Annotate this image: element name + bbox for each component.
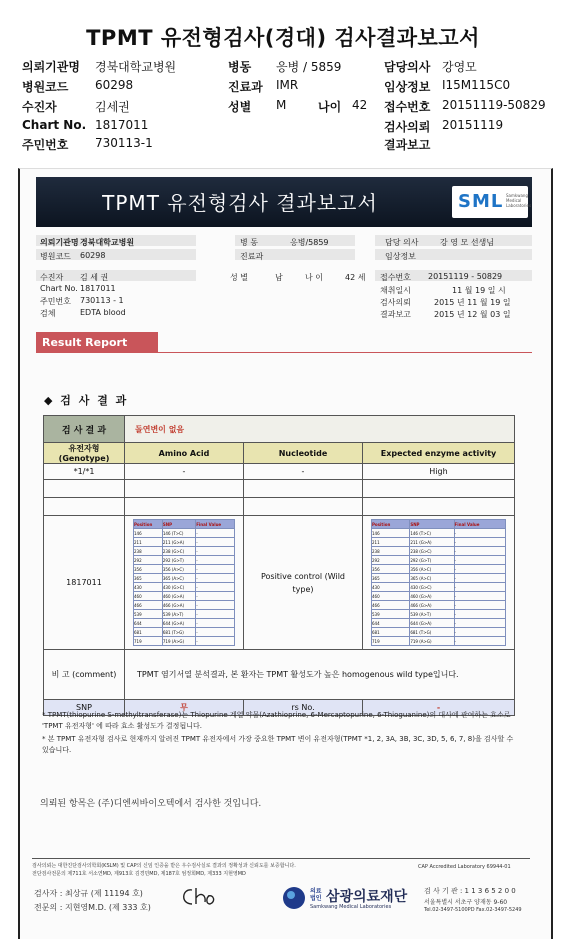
snp-row xyxy=(134,637,235,646)
snp-position: 719 xyxy=(372,637,410,646)
outsourced-note: 의뢰된 항목은 (주)디엔씨바이오텍에서 검사한 것입니다. xyxy=(40,799,262,809)
snp-row xyxy=(134,583,235,592)
snp-change: 644 (G>A) xyxy=(410,619,454,628)
col-enzyme: Expected enzyme activity xyxy=(363,443,515,464)
empty-cell xyxy=(44,480,125,498)
label-patient: 수진자 xyxy=(22,100,57,114)
label-chart-no: Chart No. xyxy=(22,118,87,132)
snp-change: 681 (T>G) xyxy=(162,628,195,637)
snp-final-value: - xyxy=(454,547,505,556)
snp-row xyxy=(134,538,235,547)
snp-position: 292 xyxy=(372,556,410,565)
info-chart-value: 1817011 xyxy=(80,284,116,293)
snp-change: 719 (A>G) xyxy=(162,637,195,646)
sample-snp-cell xyxy=(125,516,244,650)
amino-value: - xyxy=(125,464,244,480)
snp-row xyxy=(134,556,235,565)
snp-final-value: - xyxy=(196,574,235,583)
info-inst-label: 의뢰기관명 xyxy=(40,238,79,247)
snp-position: 460 xyxy=(134,592,163,601)
snp-position: 466 xyxy=(372,601,410,610)
info-name-label: 수진자 xyxy=(40,273,64,282)
info-rep-value: 2015 년 12 월 03 일 xyxy=(434,310,511,319)
snp-final-value: - xyxy=(196,628,235,637)
control-snp-table xyxy=(371,519,506,646)
snp-final-value: - xyxy=(196,538,235,547)
snp-position: 681 xyxy=(372,628,410,637)
snp-change: 146 (T>C) xyxy=(410,529,454,538)
snp-position: 430 xyxy=(134,583,163,592)
snp-position: Position xyxy=(134,520,163,529)
info-ward-value: 응병/5859 xyxy=(290,238,329,247)
snp-final-value: - xyxy=(196,610,235,619)
remark-text: TPMT 염기서열 분석결과, 본 환자는 TPMT 활성도가 높은 homogenous wild type입니다. xyxy=(125,650,515,700)
rs-value: - xyxy=(363,700,515,716)
snp-position: 430 xyxy=(372,583,410,592)
label-receipt-no: 접수번호 xyxy=(384,100,431,114)
value-request-date: 20151119 xyxy=(442,118,504,132)
info-dept-label: 진료과 xyxy=(240,252,264,261)
info-doc-value: 강 영 모 선생님 xyxy=(440,238,494,247)
snp-row xyxy=(372,556,506,565)
snp-final-value: - xyxy=(454,556,505,565)
empty-cell xyxy=(244,498,363,516)
snp-position: 466 xyxy=(134,601,163,610)
snp-label: SNP xyxy=(44,700,125,716)
snp-row xyxy=(134,574,235,583)
snp-row xyxy=(134,592,235,601)
result-table xyxy=(43,415,515,716)
snp-row xyxy=(372,547,506,556)
snp-final-value: - xyxy=(196,601,235,610)
result-label-cell: 검 사 결 과 xyxy=(44,416,125,443)
snp-final-value: - xyxy=(196,583,235,592)
footer-rule xyxy=(32,858,530,859)
value-age: 42 xyxy=(352,98,368,112)
note-2: * 본 TPMT 유전자형 검사로 현재까지 알려진 TPMT 유전자에서 가장 중요한 TPMT 변이 유전자형(TPMT *1, 2, 3A, 3B, 3C, 3D, 5, 6, 7, 8)을 검사할 수 있습니다. xyxy=(42,735,514,754)
label-department: 진료과 xyxy=(228,80,263,94)
snp-final-value: - xyxy=(454,619,505,628)
snp-position: 460 xyxy=(372,592,410,601)
section-title: ◆ 검 사 결 과 xyxy=(44,394,129,407)
value-doctor: 강영모 xyxy=(442,60,477,74)
label-age: 나이 xyxy=(318,100,342,114)
snp-row xyxy=(134,547,235,556)
snp-final-value: - xyxy=(454,601,505,610)
remark-label: 비 고 (comment) xyxy=(44,650,125,700)
snp-position: 356 xyxy=(134,565,163,574)
value-hospital-code: 60298 xyxy=(95,78,134,92)
info-ward-label: 병 동 xyxy=(240,238,258,247)
snp-position: 719 xyxy=(134,637,163,646)
empty-cell xyxy=(244,480,363,498)
label-clinical-info: 임상정보 xyxy=(384,80,431,94)
snp-change: 211 (G>A) xyxy=(162,538,195,547)
sml-logo-text: SML xyxy=(458,191,504,212)
tel: Tel.02-3497-5100PD Fax.02-3497-5249 xyxy=(424,907,522,913)
info-age-label: 나 이 xyxy=(305,273,323,282)
empty-cell xyxy=(125,498,244,516)
info-doc-label: 담당 의사 xyxy=(385,238,419,247)
snp-change: 466 (G>A) xyxy=(410,601,454,610)
value-ward: 응병 / 5859 xyxy=(276,60,342,74)
report-banner-title: TPMT 유전형검사 결과보고서 xyxy=(102,191,378,215)
info-chart-label: Chart No. xyxy=(40,284,78,293)
snp-final-value: - xyxy=(196,547,235,556)
result-value-cell: 돌연변이 없음 xyxy=(125,416,515,443)
snp-final-value: - xyxy=(196,637,235,646)
snp-change: 681 (T>G) xyxy=(410,628,454,637)
snp-change: 365 (A>C) xyxy=(410,574,454,583)
sml-logo-subtext: Samkwang Medical Laboratories xyxy=(506,193,532,208)
snp-row xyxy=(372,565,506,574)
snp-position: 292 xyxy=(134,556,163,565)
positive-control-label: Positive control (Wild type) xyxy=(244,516,363,650)
snp-change: 466 (G>A) xyxy=(162,601,195,610)
snp-position: 146 xyxy=(134,529,163,538)
snp-position: 365 xyxy=(372,574,410,583)
label-rrn: 주민번호 xyxy=(22,138,69,152)
snp-final-value: - xyxy=(454,574,505,583)
snp-position: 146 xyxy=(372,529,410,538)
info-coll-label: 채취일시 xyxy=(380,286,411,295)
info-rrn-label: 주민번호 xyxy=(40,297,71,306)
snp-change: 356 (A>C) xyxy=(162,565,195,574)
info-rep-label: 결과보고 xyxy=(380,310,411,319)
snp-position: 644 xyxy=(134,619,163,628)
nucleotide-value: - xyxy=(244,464,363,480)
snp-final-value: Final Value xyxy=(196,520,235,529)
snp-change: 460 (G>A) xyxy=(410,592,454,601)
control-snp-cell xyxy=(363,516,515,650)
info-age-value: 42 세 xyxy=(345,273,366,282)
snp-change: 211 (G>A) xyxy=(410,538,454,547)
snp-position: 539 xyxy=(134,610,163,619)
org-prefix: 의료법인 xyxy=(310,888,322,902)
info-coll-value: 11 월 19 일 시 xyxy=(452,286,506,295)
empty-cell xyxy=(363,498,515,516)
snp-row xyxy=(134,601,235,610)
snp-change: 146 (T>C) xyxy=(162,529,195,538)
snp-change: 292 (G>T) xyxy=(410,556,454,565)
info-rrn-value: 730113 - 1 xyxy=(80,296,124,305)
info-req-label: 검사의뢰 xyxy=(380,298,411,307)
snp-change: 644 (G>A) xyxy=(162,619,195,628)
snp-row xyxy=(372,619,506,628)
snp-row xyxy=(372,628,506,637)
empty-cell xyxy=(363,480,515,498)
specialist: 전문의 : 지현영M.D. (제 333 호) xyxy=(34,903,151,912)
page-title: TPMT 유전형검사(경대) 검사결과보고서 xyxy=(86,26,480,50)
value-receipt-no: 20151119-50829 xyxy=(442,98,546,112)
snp-final-value: - xyxy=(196,556,235,565)
empty-cell xyxy=(44,498,125,516)
snp-row xyxy=(372,583,506,592)
snp-final-value: - xyxy=(454,610,505,619)
org-name: 삼광의료재단 xyxy=(326,889,408,905)
label-sex: 성별 xyxy=(228,100,252,114)
snp-row xyxy=(134,610,235,619)
snp-row xyxy=(134,529,235,538)
snp-header-row xyxy=(134,520,235,529)
label-institution: 의뢰기관명 xyxy=(22,60,80,74)
snp-row xyxy=(372,538,506,547)
result-report-rule xyxy=(36,352,532,353)
snp-final-value: - xyxy=(196,619,235,628)
snp-change: 292 (G>T) xyxy=(162,556,195,565)
value-institution: 경북대학교병원 xyxy=(95,60,177,74)
info-name-value: 김 세 권 xyxy=(80,273,109,282)
snp-final-value: - xyxy=(196,529,235,538)
snp-position: 644 xyxy=(372,619,410,628)
empty-cell xyxy=(125,480,244,498)
footer-cert-2: 전단검사전문의 제711호 서소연MD, 제913호 김경민MD, 제187호 엄정희MD, 제333 지현영MD xyxy=(32,871,246,877)
snp-final-value: Final Value xyxy=(454,520,505,529)
snp-change: 356 (A>C) xyxy=(410,565,454,574)
info-code-label: 병원코드 xyxy=(40,252,71,261)
snp-change: 460 (G>A) xyxy=(162,592,195,601)
info-sex-value: 남 xyxy=(275,273,283,282)
info-recv-label: 접수번호 xyxy=(380,273,411,282)
value-department: IMR xyxy=(276,78,299,92)
info-spec-label: 검체 xyxy=(40,309,56,318)
samkwang-logo-icon xyxy=(282,886,306,910)
snp-final-value: - xyxy=(454,565,505,574)
value-sex: M xyxy=(276,98,287,112)
snp-position: 539 xyxy=(372,610,410,619)
snp-change: 430 (G>C) xyxy=(162,583,195,592)
sample-snp-table xyxy=(133,519,235,646)
info-req-value: 2015 년 11 월 19 일 xyxy=(434,298,511,307)
label-doctor: 담당의사 xyxy=(384,60,431,74)
sample-id: 1817011 xyxy=(44,516,125,650)
info-spec-value: EDTA blood xyxy=(80,308,126,317)
reg-no: 검 사 기 관 : 1 1 3 6 5 2 0 0 xyxy=(424,887,516,895)
info-code-value: 60298 xyxy=(80,251,106,260)
snp-change: 238 (G>C) xyxy=(410,547,454,556)
result-report-label: Result Report xyxy=(42,336,128,349)
snp-row xyxy=(372,601,506,610)
snp-change: SNP xyxy=(162,520,195,529)
snp-row xyxy=(134,565,235,574)
col-nucleotide: Nucleotide xyxy=(244,443,363,464)
address: 서울특별시 서초구 양재동 9-60 xyxy=(424,899,508,906)
snp-final-value: - xyxy=(454,529,505,538)
snp-change: 539 (A>T) xyxy=(162,610,195,619)
snp-position: 211 xyxy=(134,538,163,547)
snp-position: Position xyxy=(372,520,410,529)
label-request-date: 검사의뢰 xyxy=(384,120,431,134)
snp-final-value: - xyxy=(454,637,505,646)
snp-position: 365 xyxy=(134,574,163,583)
snp-final-value: - xyxy=(454,628,505,637)
snp-position: 356 xyxy=(372,565,410,574)
info-recv-value: 20151119 - 50829 xyxy=(428,272,503,281)
snp-value: 무 xyxy=(125,700,244,716)
value-clinical-info: I15M115C0 xyxy=(442,78,511,92)
label-ward: 병동 xyxy=(228,60,252,74)
snp-change: 539 (A>T) xyxy=(410,610,454,619)
snp-position: 681 xyxy=(134,628,163,637)
label-report-date: 결과보고 xyxy=(384,138,431,152)
col-genotype: 유전자형(Genotype) xyxy=(44,443,125,464)
snp-row xyxy=(134,619,235,628)
value-patient: 김세권 xyxy=(95,100,130,114)
snp-change: 238 (G>C) xyxy=(162,547,195,556)
snp-row xyxy=(372,637,506,646)
snp-row xyxy=(372,574,506,583)
snp-row xyxy=(372,529,506,538)
info-inst-value: 경북대학교병원 xyxy=(80,238,135,247)
rs-label: rs No. xyxy=(244,700,363,716)
snp-final-value: - xyxy=(454,592,505,601)
snp-change: 719 (A>G) xyxy=(410,637,454,646)
value-rrn: 730113-1 xyxy=(95,136,153,150)
snp-position: 238 xyxy=(372,547,410,556)
snp-final-value: - xyxy=(196,565,235,574)
snp-row xyxy=(134,628,235,637)
snp-change: 365 (A>C) xyxy=(162,574,195,583)
snp-position: 211 xyxy=(372,538,410,547)
examiner: 검사자 : 최상규 (제 11194 호) xyxy=(34,889,143,898)
org-name-en: Samkwang Medical Laboratories xyxy=(310,904,392,910)
info-sex-label: 성 별 xyxy=(230,273,248,282)
snp-final-value: - xyxy=(196,592,235,601)
snp-row xyxy=(372,610,506,619)
snp-final-value: - xyxy=(454,538,505,547)
snp-change: 430 (G>C) xyxy=(410,583,454,592)
label-hospital-code: 병원코드 xyxy=(22,80,69,94)
value-chart-no: 1817011 xyxy=(95,118,149,132)
snp-change: SNP xyxy=(410,520,454,529)
note-1: * TPMT(thiopurine S-methyltransferase)는 Thiopurine 계열 약물(Azathioprine, 6-Mercaptopurine, 6-Thioguanine)의 대사에 관여하는 효소로 'TPMT 유전자형' 에 따라 효소 활성도가 결정됩니다. xyxy=(42,711,511,730)
snp-header-row xyxy=(372,520,506,529)
signature-image xyxy=(178,884,218,910)
col-amino: Amino Acid xyxy=(125,443,244,464)
enzyme-value: High xyxy=(363,464,515,480)
snp-row xyxy=(372,592,506,601)
snp-final-value: - xyxy=(454,583,505,592)
info-clin-label: 임상정보 xyxy=(385,252,416,261)
snp-position: 238 xyxy=(134,547,163,556)
footer-cert: 검사의뢰는 대한진단검사의학회(KSLM) 및 CAP의 신임 인증을 받은 우수검사실로 결과의 정확성과 신뢰도를 보증합니다. xyxy=(32,863,296,869)
genotype-value: *1/*1 xyxy=(44,464,125,480)
cap-accreditation: CAP Accredited Laboratory 69944-01 xyxy=(418,864,511,870)
